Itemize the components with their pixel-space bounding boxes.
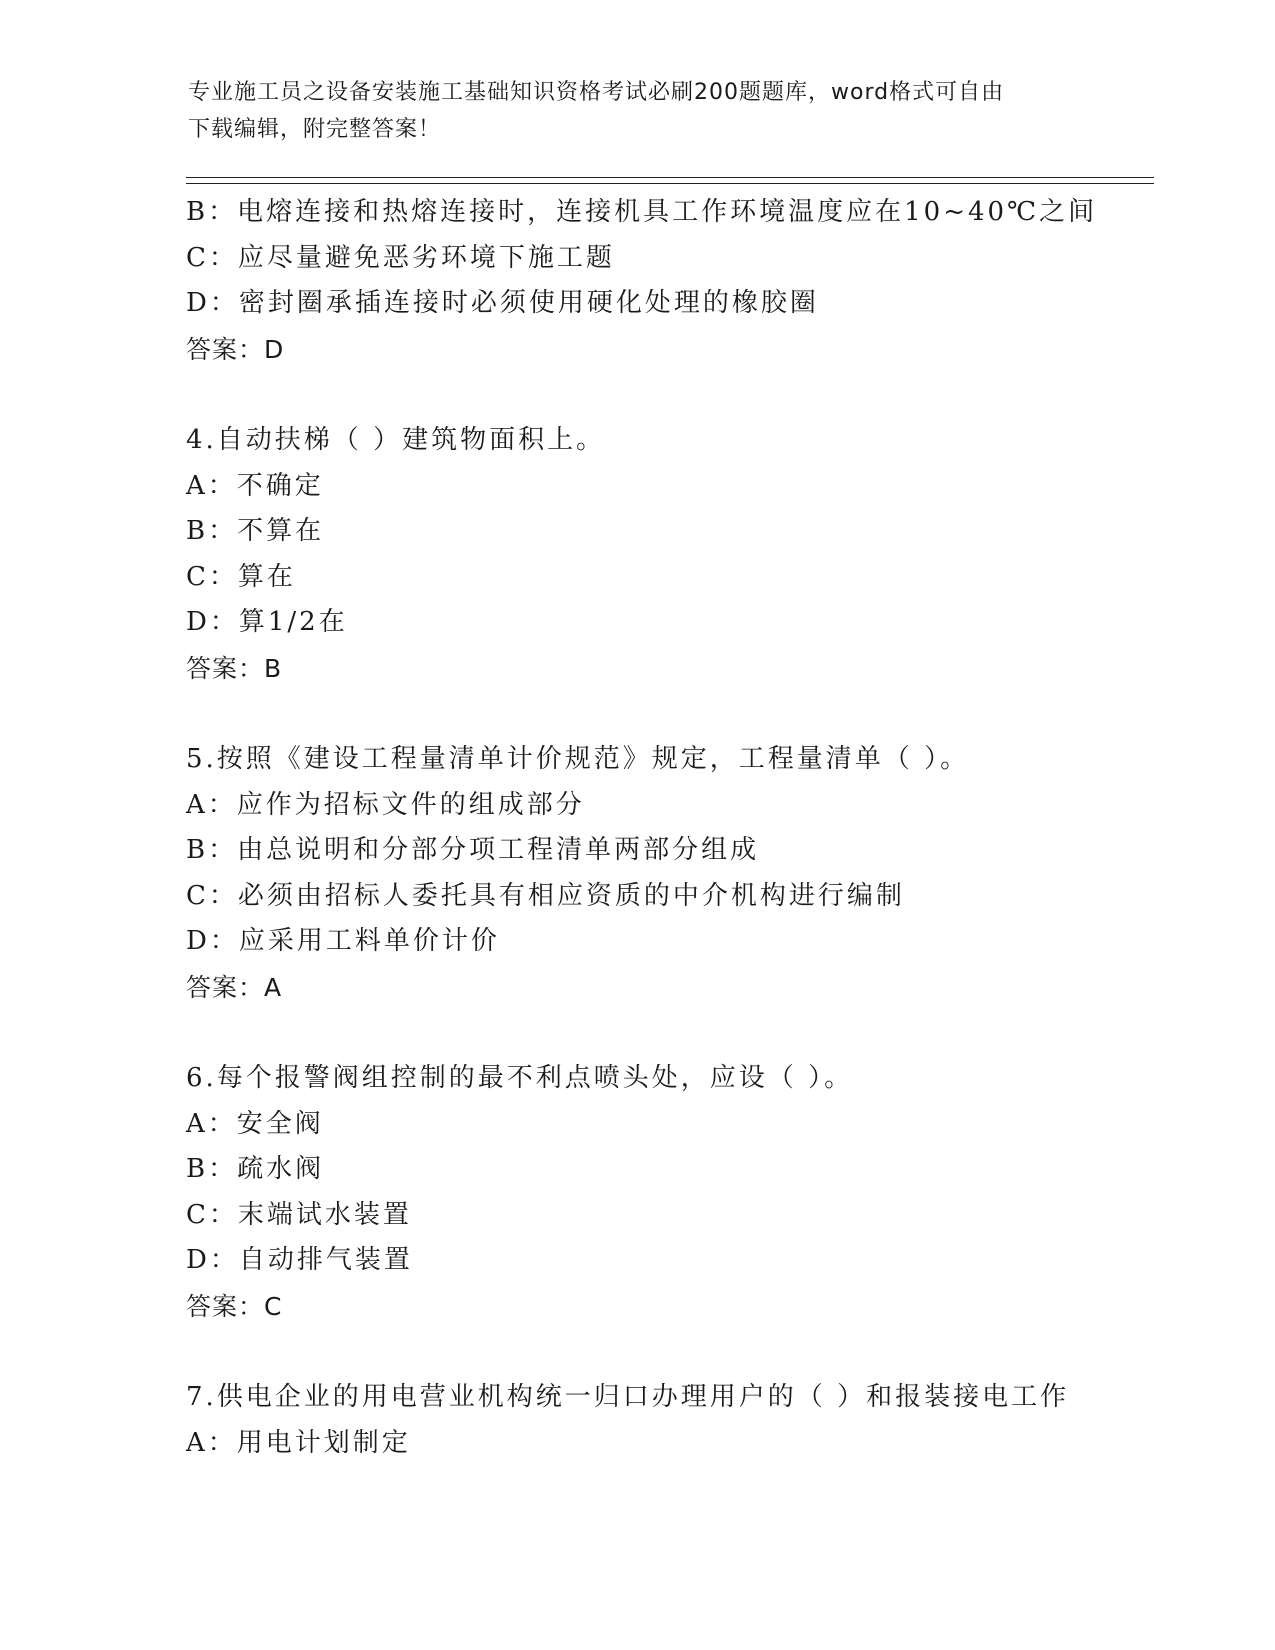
question-block-3: [186, 190, 1166, 372]
option-d: D：应采用工料单价计价: [186, 926, 500, 956]
answer-line: 答案：C: [186, 1291, 283, 1321]
header-rule-bottom: [186, 183, 1154, 184]
spacer: [186, 372, 1166, 418]
spacer: [186, 1010, 1166, 1056]
question-block-6: [186, 1056, 1166, 1329]
document-header: [188, 74, 1068, 148]
question-text: 6.每个报警阀组控制的最不利点喷头处，应设（ ）。: [186, 1063, 854, 1093]
option-a: A：应作为招标文件的组成部分: [186, 789, 585, 820]
spacer: [186, 1329, 1166, 1375]
option-d: D：自动排气装置: [186, 1245, 413, 1275]
answer-line: 答案：B: [186, 653, 283, 683]
option-a: A：不确定: [186, 470, 324, 501]
header-line-2: 下载编辑，附完整答案！: [188, 117, 442, 142]
question-block-4: [186, 418, 1166, 691]
answer-line: 答案：A: [186, 972, 283, 1002]
option-c: C：必须由招标人委托具有相应资质的中介机构进行编制: [186, 880, 905, 911]
question-block-5: [186, 737, 1166, 1010]
question-text: 7.供电企业的用电营业机构统一归口办理用户的（ ）和报装接电工作: [186, 1382, 1070, 1412]
question-block-7: [186, 1375, 1166, 1466]
header-line-1: 专业施工员之设备安装施工基础知识资格考试必刷200题题库，word格式可自由: [188, 80, 1005, 105]
answer-line: 答案：D: [186, 334, 285, 364]
option-b: B：由总说明和分部分项工程清单两部分组成: [186, 835, 760, 865]
spacer: [186, 691, 1166, 737]
question-list: [186, 190, 1166, 1466]
option-c: C：算在: [186, 561, 296, 592]
option-b: B：不算在: [186, 516, 325, 546]
header-rule-top: [186, 177, 1154, 178]
option-c: C：末端试水装置: [186, 1199, 412, 1230]
question-text: 4.自动扶梯（ ）建筑物面积上。: [186, 425, 606, 455]
option-b: B：疏水阀: [186, 1154, 325, 1184]
option-d: D：密封圈承插连接时必须使用硬化处理的橡胶圈: [186, 288, 819, 318]
option-b: B：电熔连接和热熔连接时，连接机具工作环境温度应在10~40℃之间: [186, 197, 1098, 227]
question-text: 5.按照《建设工程量清单计价规范》规定，工程量清单（ ）。: [186, 744, 970, 774]
option-c: C：应尽量避免恶劣环境下施工题: [186, 242, 615, 273]
option-d: D：算1/2在: [186, 607, 348, 637]
option-a: A：安全阀: [186, 1108, 324, 1139]
option-a: A：用电计划制定: [186, 1427, 411, 1458]
